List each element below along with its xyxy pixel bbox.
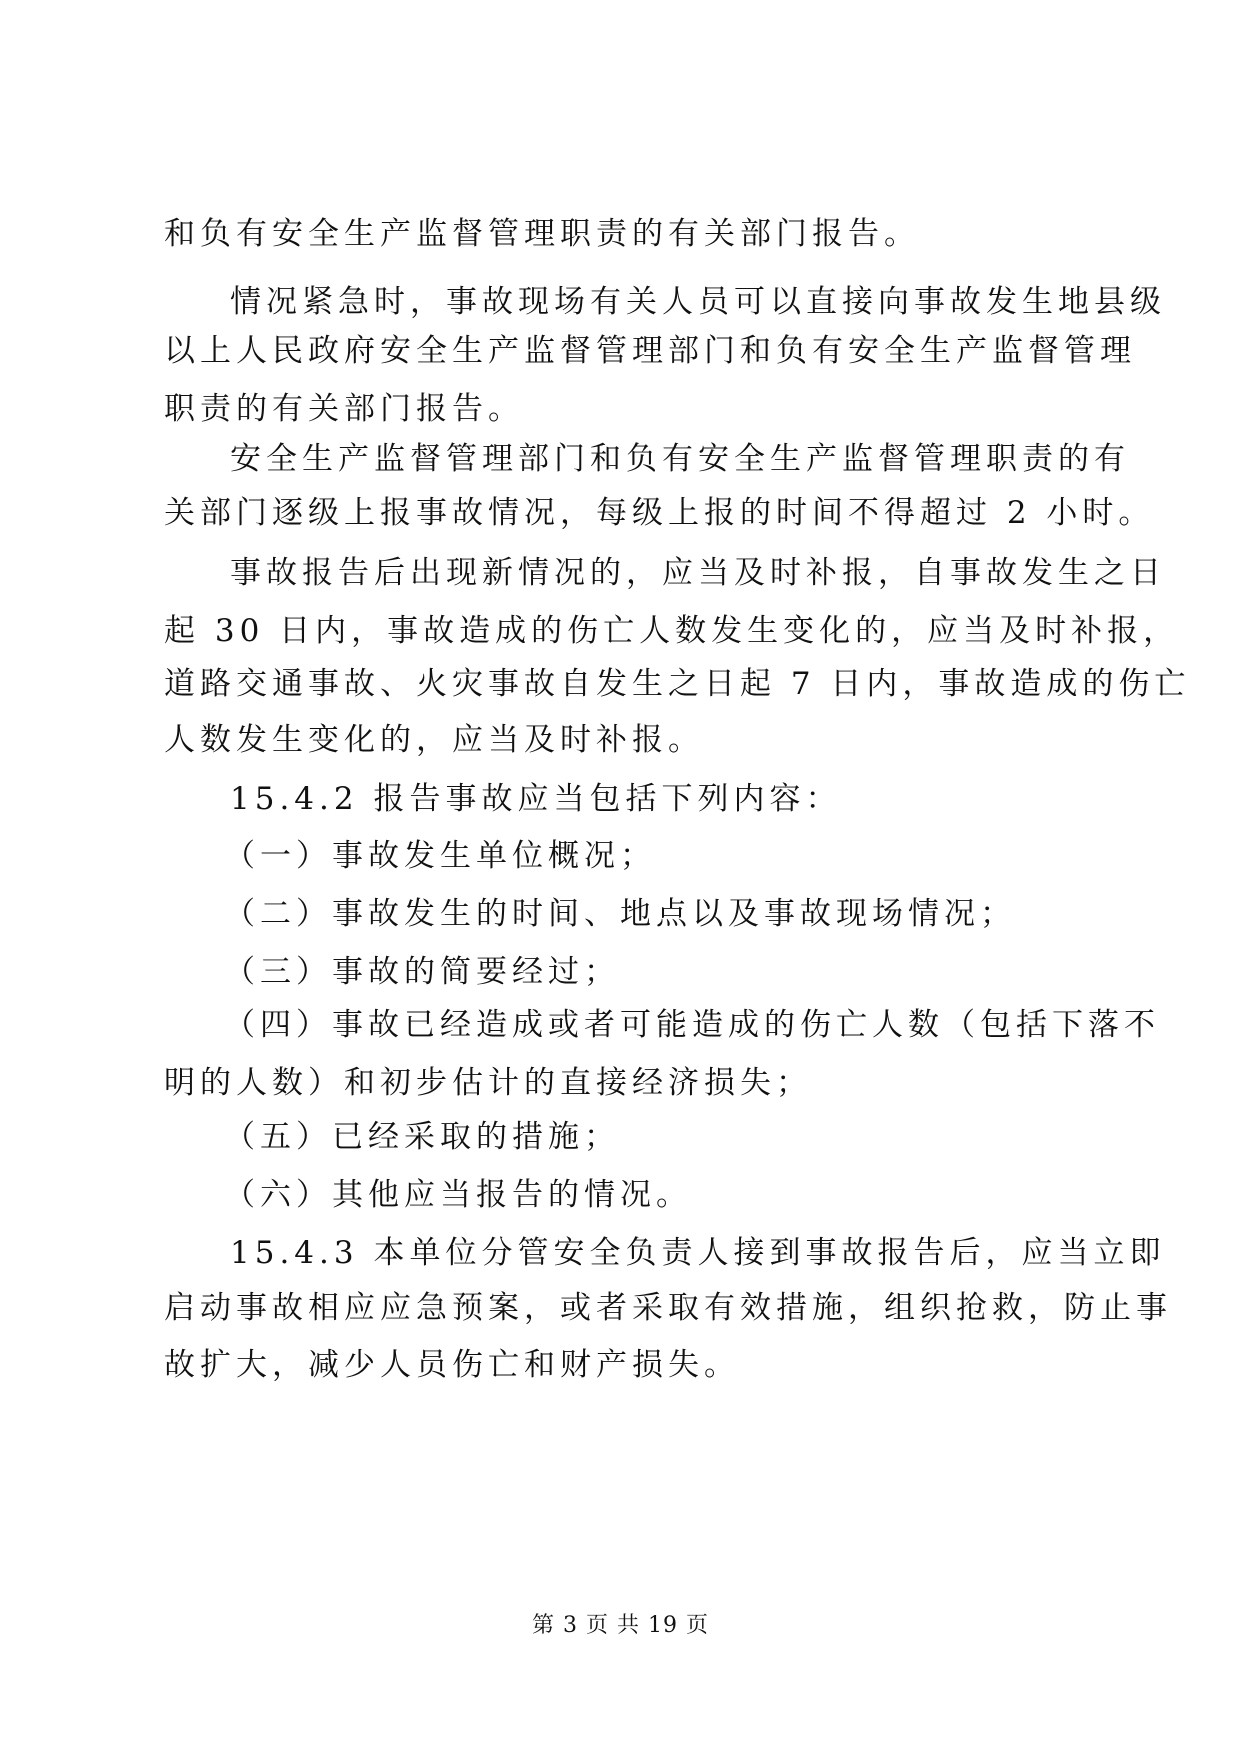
list-item: （一）事故发生单位概况；	[224, 838, 656, 874]
text-line: 安全生产监督管理部门和负有安全生产监督管理职责的有	[230, 441, 1130, 477]
text-line: 道路交通事故、火灾事故自发生之日起 7 日内，事故造成的伤亡	[164, 666, 1191, 702]
text-line: 以上人民政府安全生产监督管理部门和负有安全生产监督管理	[164, 333, 1136, 369]
text-line: 启动事故相应应急预案，或者采取有效措施，组织抢救，防止事	[164, 1290, 1172, 1326]
list-item: （五）已经采取的措施；	[224, 1119, 620, 1155]
list-item-continuation: 明的人数）和初步估计的直接经济损失；	[164, 1065, 812, 1101]
text-line: 故扩大，减少人员伤亡和财产损失。	[164, 1347, 740, 1383]
text-line: 情况紧急时，事故现场有关人员可以直接向事故发生地县级	[230, 284, 1166, 320]
text-line: 关部门逐级上报事故情况，每级上报的时间不得超过 2 小时。	[164, 495, 1155, 531]
page-footer: 第 3 页 共 19 页	[532, 1613, 709, 1638]
list-item: （三）事故的简要经过；	[224, 954, 620, 990]
text-line: 起 30 日内，事故造成的伤亡人数发生变化的，应当及时补报，	[164, 613, 1180, 649]
text-line: 人数发生变化的，应当及时补报。	[164, 722, 704, 758]
list-item: （二）事故发生的时间、地点以及事故现场情况；	[224, 896, 1016, 932]
text-line: 职责的有关部门报告。	[164, 391, 524, 427]
list-item: （四）事故已经造成或者可能造成的伤亡人数（包括下落不	[224, 1007, 1160, 1043]
section-heading: 15.4.2 报告事故应当包括下列内容：	[230, 781, 842, 817]
text-line: 事故报告后出现新情况的，应当及时补报，自事故发生之日	[230, 555, 1166, 591]
list-item: （六）其他应当报告的情况。	[224, 1177, 692, 1213]
text-line: 和负有安全生产监督管理职责的有关部门报告。	[164, 216, 920, 252]
section-heading: 15.4.3 本单位分管安全负责人接到事故报告后，应当立即	[230, 1235, 1166, 1271]
